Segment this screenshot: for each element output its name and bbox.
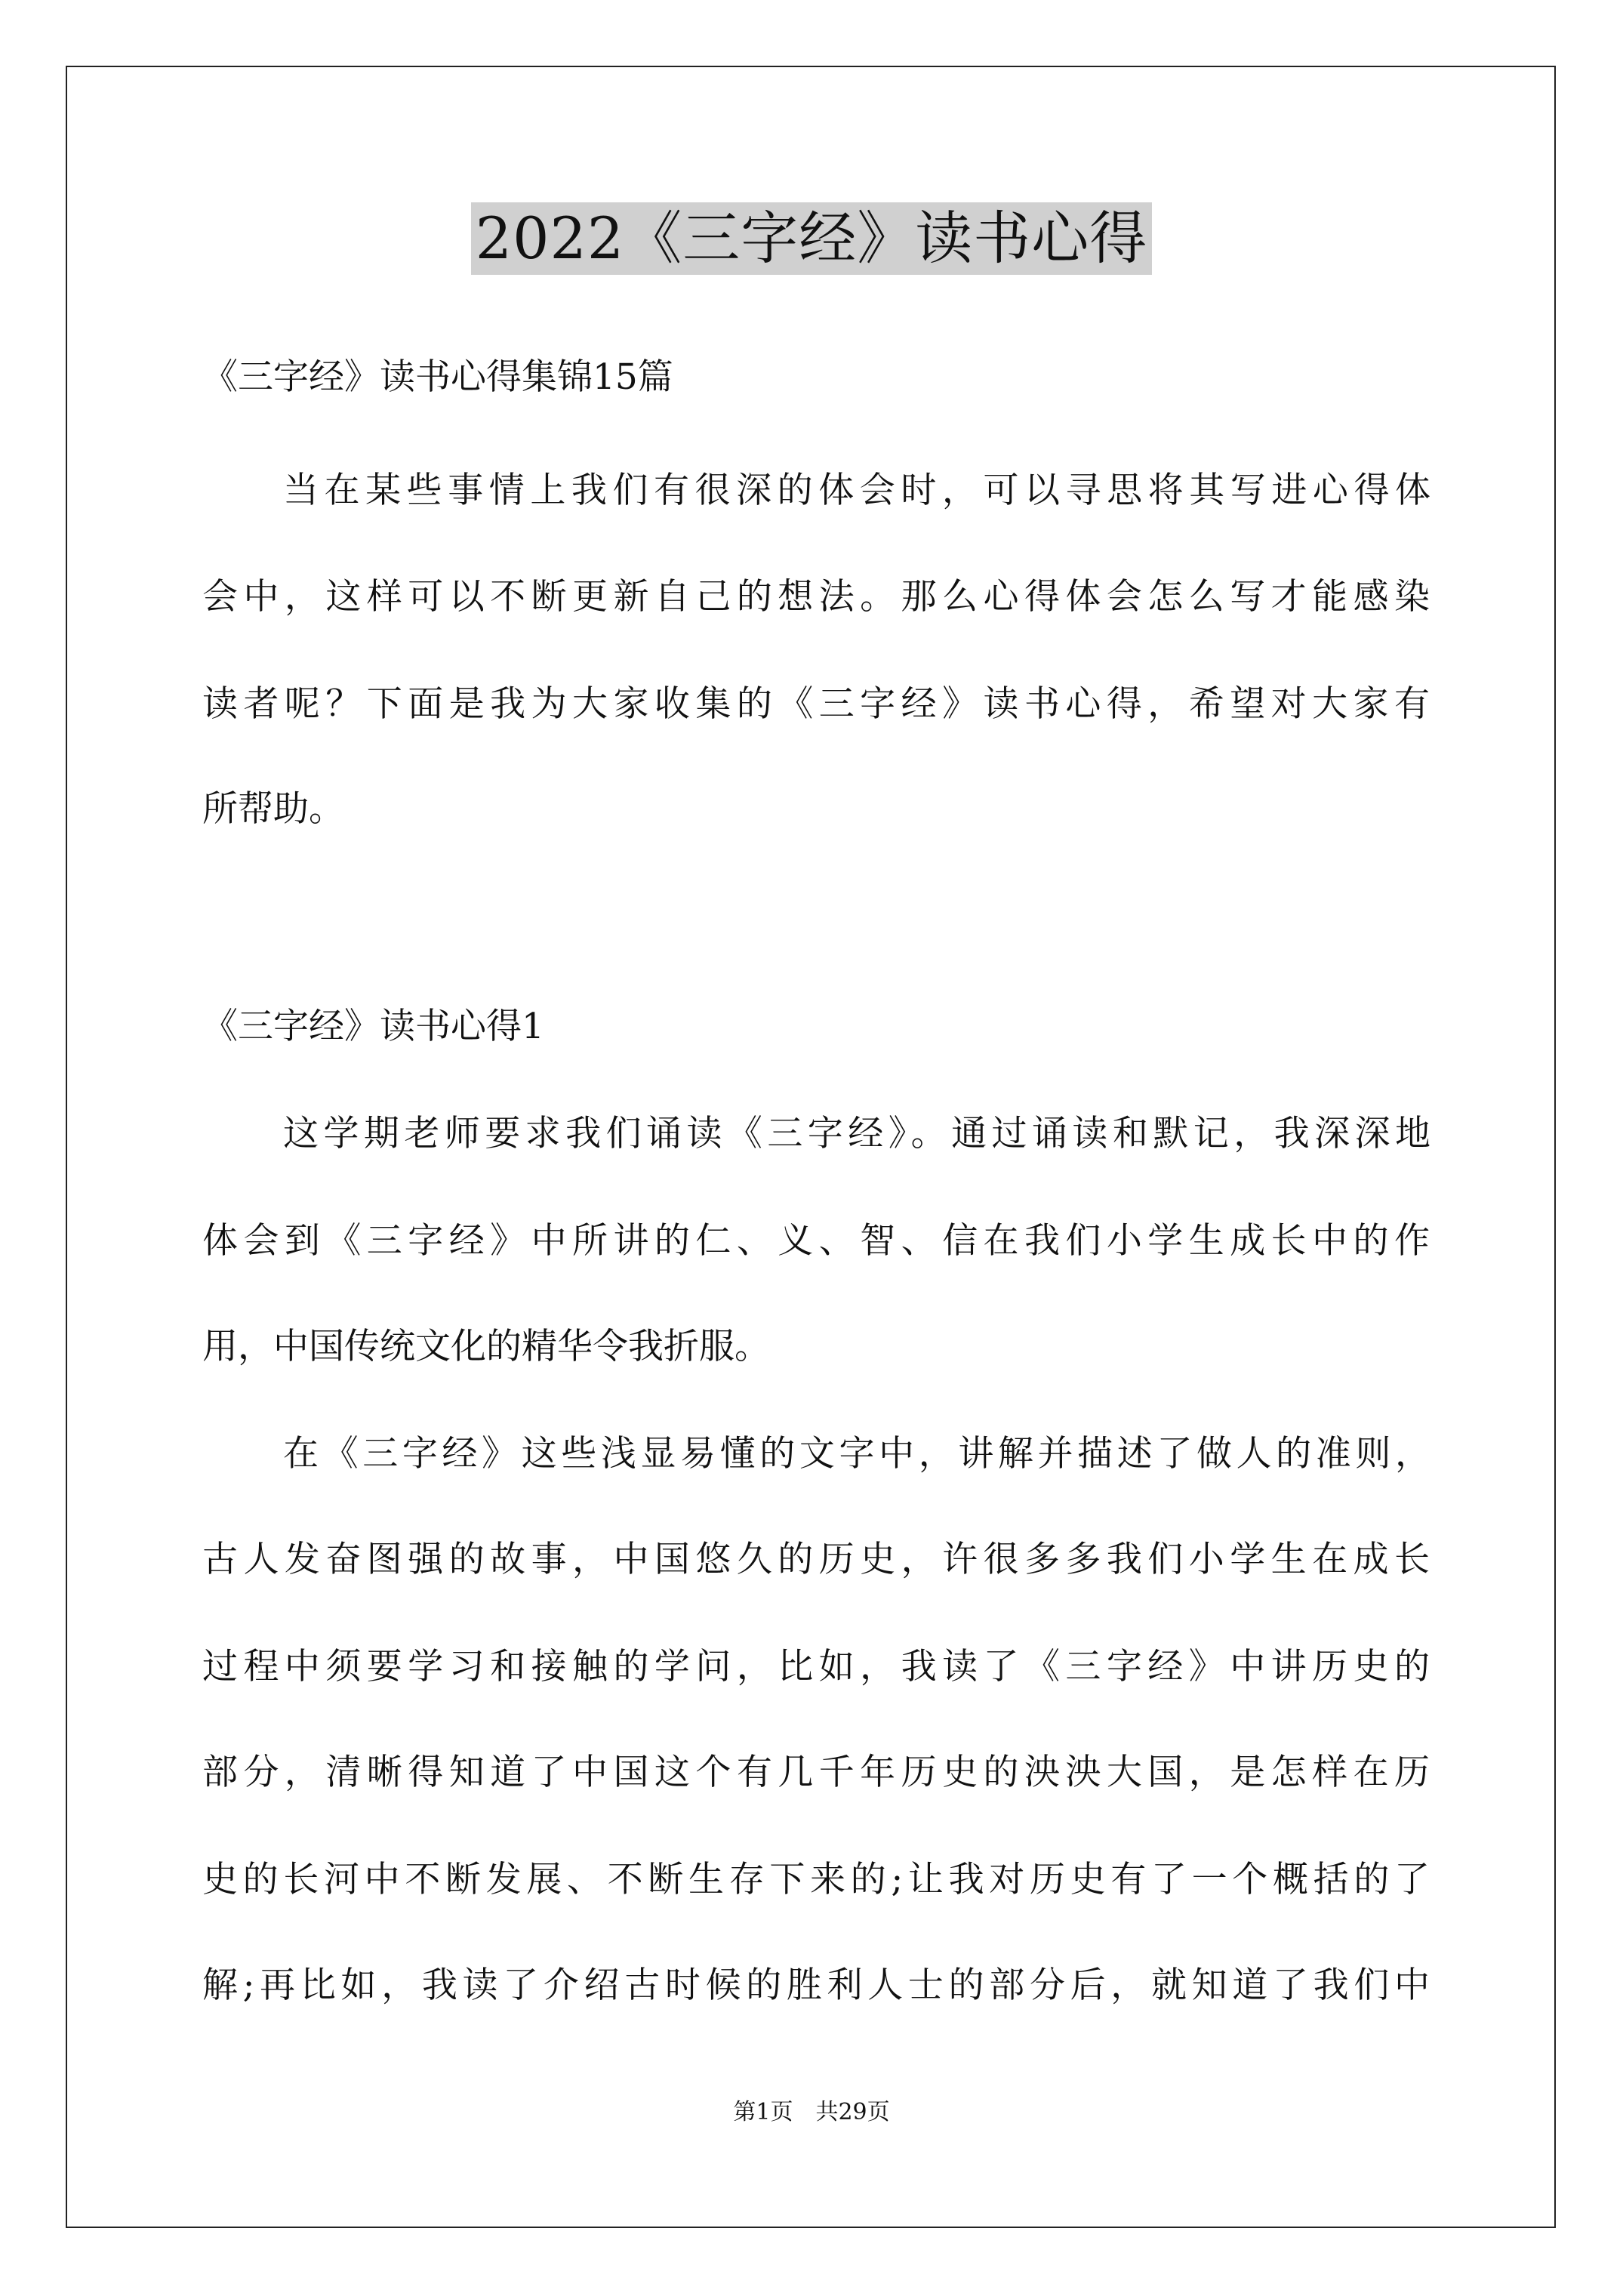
document-title bbox=[0, 202, 1623, 275]
intro-line-3: 读者呢？下面是我为大家收集的《三字经》读书心得，希望对大家有 bbox=[202, 683, 1430, 725]
para2-line-6: 解;再比如，我读了介绍古时候的胜利人士的部分后，就知道了我们中 bbox=[202, 1965, 1430, 2006]
para2-line-2: 古人发奋图强的故事，中国悠久的历史，许很多多我们小学生在成长 bbox=[202, 1539, 1430, 1580]
intro-line-1: 当在某些事情上我们有很深的体会时，可以寻思将其写进心得体 bbox=[283, 470, 1431, 511]
para1-line-3: 用，中国传统文化的精华令我折服。 bbox=[202, 1326, 770, 1367]
intro-line-4: 所帮助。 bbox=[202, 788, 344, 830]
section-heading: 《三字经》读书心得1 bbox=[202, 1006, 544, 1047]
subtitle: 《三字经》读书心得集锦15篇 bbox=[202, 356, 673, 398]
para2-line-4: 部分，清晰得知道了中国这个有几千年历史的泱泱大国，是怎样在历 bbox=[202, 1752, 1430, 1793]
para1-line-2: 体会到《三字经》中所讲的仁、义、智、信在我们小学生成长中的作 bbox=[202, 1220, 1430, 1262]
para1-line-1: 这学期老师要求我们诵读《三字经》。通过诵读和默记，我深深地 bbox=[283, 1113, 1431, 1154]
para2-line-3: 过程中须要学习和接触的学问，比如，我读了《三字经》中讲历史的 bbox=[202, 1646, 1430, 1687]
document-title-text: 2022《三字经》读书心得 bbox=[471, 202, 1152, 275]
para2-line-5: 史的长河中不断发展、不断生存下来的;让我对历史有了一个概括的了 bbox=[202, 1859, 1430, 1900]
intro-line-2: 会中，这样可以不断更新自己的想法。那么心得体会怎么写才能感染 bbox=[202, 576, 1430, 618]
page-footer: 第1页 共29页 bbox=[733, 2099, 890, 2125]
para2-line-1: 在《三字经》这些浅显易懂的文字中，讲解并描述了做人的准则， bbox=[283, 1433, 1431, 1475]
